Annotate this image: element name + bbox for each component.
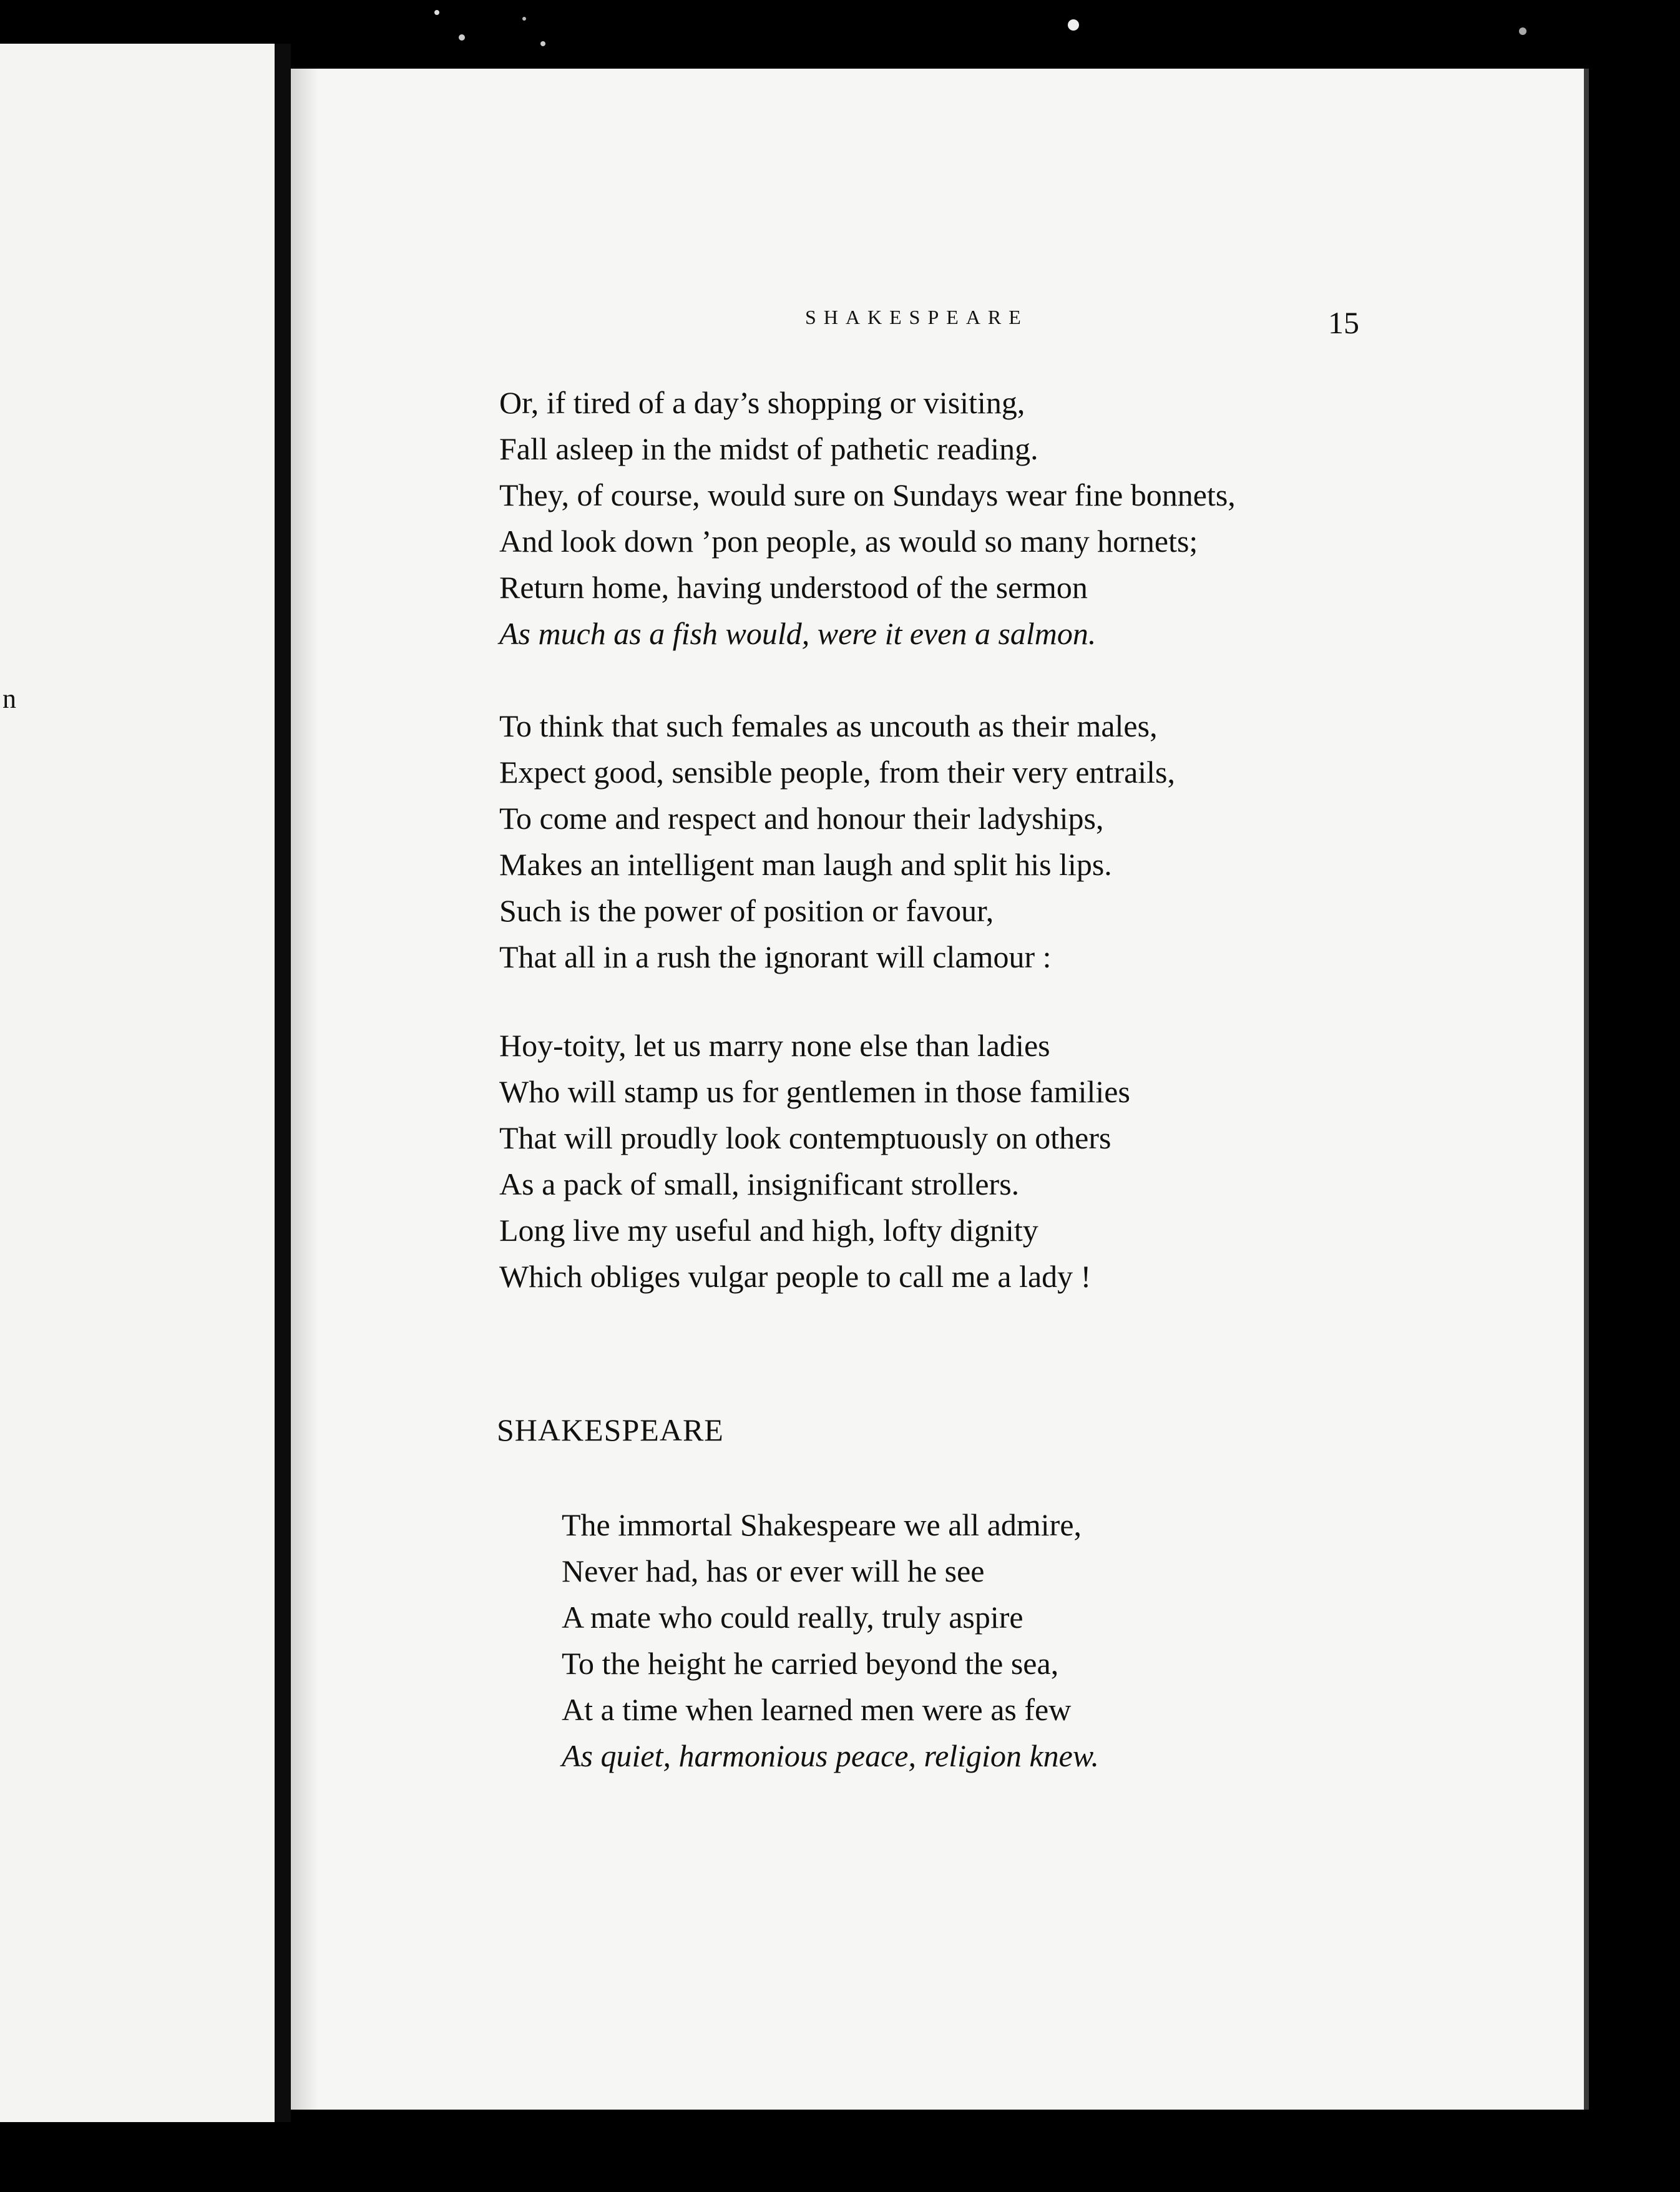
verse-line: The immortal Shakespeare we all admire, bbox=[562, 1507, 1082, 1542]
verse-line: To the height he carried beyond the sea, bbox=[562, 1646, 1059, 1681]
verse-line: Return home, having understood of the sermon bbox=[499, 570, 1088, 605]
stanza-3 bbox=[499, 1022, 1130, 1299]
verse-line: Who will stamp us for gentlemen in those families bbox=[499, 1074, 1130, 1109]
verse-line: Makes an intelligent man laugh and split his lips. bbox=[499, 847, 1112, 882]
page-number: 15 bbox=[1328, 305, 1359, 340]
verse-line: At a time when learned men were as few bbox=[562, 1692, 1072, 1727]
stanza-1 bbox=[499, 379, 1236, 657]
verse-line: To come and respect and honour their ladyships, bbox=[499, 801, 1104, 836]
verse-line: As quiet, harmonious peace, religion knew. bbox=[562, 1738, 1099, 1773]
verse-line: Which obliges vulgar people to call me a lady ! bbox=[499, 1259, 1092, 1294]
scan-noise-specks bbox=[399, 0, 1585, 69]
verse-line: Hoy-toity, let us marry none else than ladies bbox=[499, 1028, 1050, 1063]
verse-line: That will proudly look contemptuously on others bbox=[499, 1120, 1111, 1155]
verse-line: They, of course, would sure on Sundays wear fine bonnets, bbox=[499, 477, 1236, 512]
verse-line: Expect good, sensible people, from their very entrails, bbox=[499, 755, 1176, 790]
verse-line: Long live my useful and high, lofty dignity bbox=[499, 1213, 1038, 1248]
verse-line: Such is the power of position or favour, bbox=[499, 893, 994, 928]
verse-line: That all in a rush the ignorant will clamour : bbox=[499, 939, 1052, 974]
verse-line: And look down ’pon people, as would so many hornets; bbox=[499, 524, 1198, 559]
poem-stanza bbox=[562, 1502, 1099, 1779]
page-edge bbox=[1584, 69, 1589, 2110]
verse-line: As much as a fish would, were it even a salmon. bbox=[499, 616, 1096, 651]
verse-line: A mate who could really, truly aspire bbox=[562, 1600, 1023, 1635]
poem-title: SHAKESPEARE bbox=[497, 1412, 724, 1447]
running-head: SHAKESPEARE bbox=[805, 306, 1028, 328]
stanza-2 bbox=[499, 703, 1175, 980]
verse-line: To think that such females as uncouth as their males, bbox=[499, 708, 1158, 743]
verse-line: Never had, has or ever will he see bbox=[562, 1553, 985, 1588]
verse-line: Or, if tired of a day’s shopping or visiting, bbox=[499, 385, 1025, 420]
verse-line: Fall asleep in the midst of pathetic reading. bbox=[499, 431, 1038, 466]
page-binding-shadow bbox=[291, 69, 318, 2110]
book-gutter bbox=[275, 44, 291, 2122]
left-page-edge-text: n bbox=[2, 683, 16, 714]
left-page-fragment bbox=[0, 44, 275, 2122]
verse-line: As a pack of small, insignificant strollers. bbox=[499, 1167, 1020, 1201]
